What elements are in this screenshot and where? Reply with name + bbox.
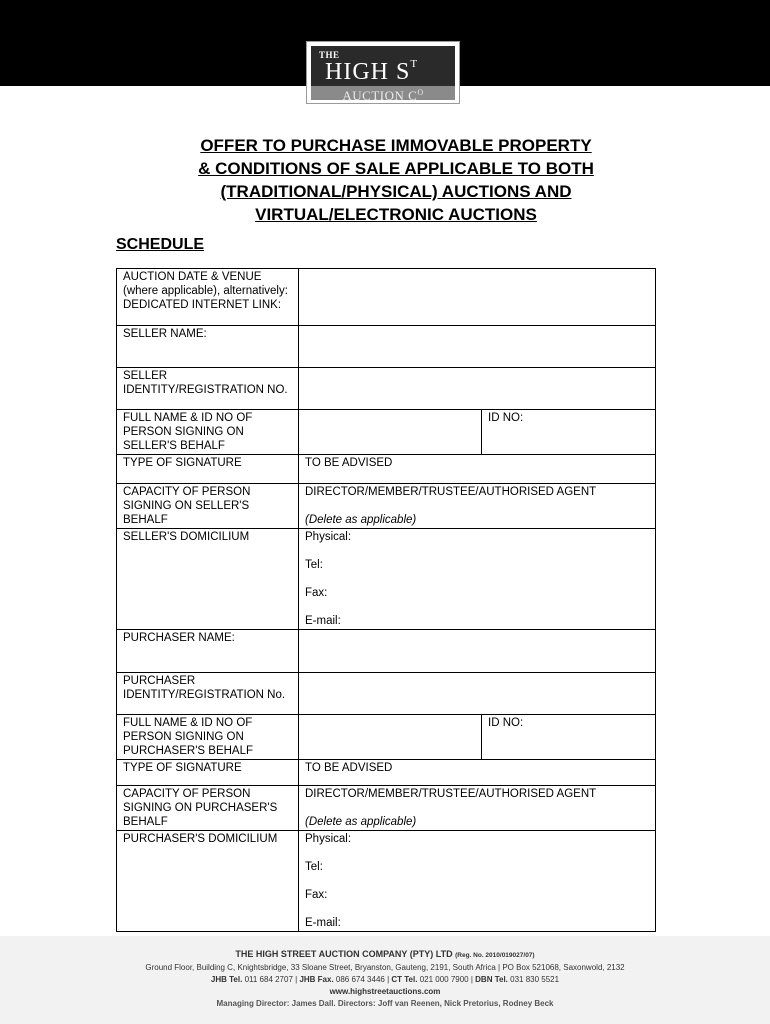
seller-id-field[interactable] xyxy=(299,368,656,410)
table-row xyxy=(117,410,656,455)
purchaser-name-field[interactable] xyxy=(299,630,656,673)
purchaser-signer-name-field[interactable] xyxy=(299,715,482,760)
footer-phones: JHB Tel. 011 684 2707 | JHB Fax. 086 674 3446 | CT Tel. 021 000 7900 | DBN Tel. 031 830 5521 xyxy=(210,975,560,984)
table-row xyxy=(117,326,656,368)
seller-domicilium-field[interactable]: Physical: Tel: Fax: E-mail: xyxy=(299,529,656,630)
seller-name-label: SELLER NAME: xyxy=(117,326,299,368)
table-row xyxy=(117,455,656,484)
purchaser-name-label: PURCHASER NAME: xyxy=(117,630,299,673)
purchaser-id-field[interactable] xyxy=(299,673,656,715)
seller-signer-id-field[interactable] xyxy=(482,410,656,455)
seller-capacity-label: CAPACITY OF PERSON SIGNING ON SELLER'S BEHALF xyxy=(117,484,299,529)
purchaser-signer-label: FULL NAME & ID NO OF PERSON SIGNING ON PURCHASER'S BEHALF xyxy=(117,715,299,760)
purchaser-capacity-label: CAPACITY OF PERSON SIGNING ON PURCHASER'S BEHALF xyxy=(117,786,299,831)
id-no-label: ID NO: xyxy=(488,412,524,424)
seller-capacity-value: DIRECTOR/MEMBER/TRUSTEE/AUTHORISED AGENT (Delete as applicable) xyxy=(299,484,656,529)
table-row xyxy=(117,529,656,630)
seller-domicilium-label: SELLER'S DOMICILIUM xyxy=(117,529,299,630)
seller-signer-label: FULL NAME & ID NO OF PERSON SIGNING ON SELLER'S BEHALF xyxy=(117,410,299,455)
logo-main: HIGH $S^T$ xyxy=(325,58,419,85)
company-logo xyxy=(306,41,460,104)
table-row xyxy=(117,760,656,786)
table-row xyxy=(117,786,656,831)
purchaser-capacity-value: DIRECTOR/MEMBER/TRUSTEE/AUTHORISED AGENT (Delete as applicable) xyxy=(299,786,656,831)
table-row xyxy=(117,269,656,326)
delete-note: (Delete as applicable) xyxy=(305,816,417,828)
seller-signature-type-label: TYPE OF SIGNATURE xyxy=(117,455,299,484)
footer-company: THE HIGH STREET AUCTION COMPANY (PTY) LTD (Reg. No. 2010/019027/07) xyxy=(235,949,535,959)
table-row xyxy=(117,673,656,715)
seller-name-field[interactable] xyxy=(299,326,656,368)
purchaser-id-label: PURCHASER IDENTITY/REGISTRATION No. xyxy=(117,673,299,715)
schedule-table xyxy=(116,268,656,932)
seller-id-label: SELLER IDENTITY/REGISTRATION NO. xyxy=(117,368,299,410)
document-title: OFFER TO PURCHASE IMMOVABLE PROPERTY & CONDITIONS OF SALE APPLICABLE TO BOTH (TRADITIONAL/PHYSICAL) AUCTIONS AND VIRTUAL/ELECTRONIC AUCTIONS xyxy=(198,136,594,224)
table-row xyxy=(117,831,656,932)
footer-directors: Managing Director: James Dall. Directors: Joff van Reenen, Nick Pretorius, Rodney Beck xyxy=(216,999,554,1008)
table-row xyxy=(117,630,656,673)
purchaser-domicilium-label: PURCHASER'S DOMICILIUM xyxy=(117,831,299,932)
footer-website[interactable]: www.highstreetauctions.com xyxy=(329,987,441,996)
purchaser-signature-type-label: TYPE OF SIGNATURE xyxy=(117,760,299,786)
purchaser-signer-id-field[interactable] xyxy=(482,715,656,760)
footer-address: Ground Floor, Building C, Knightsbridge, 33 Sloane Street, Bryanston, Gauteng, 2191, South Africa | PO Box 521068, Saxonwold, 2132 xyxy=(145,963,625,972)
seller-signature-type-value: TO BE ADVISED xyxy=(299,455,656,484)
auction-date-label: AUCTION DATE & VENUE (where applicable), alternatively: DEDICATED INTERNET LINK: xyxy=(117,269,299,326)
logo-the: THE xyxy=(319,50,340,60)
logo-sub: AUCTION $C^O$ xyxy=(311,86,455,100)
page-footer xyxy=(0,936,770,1024)
schedule-heading: SCHEDULE xyxy=(116,236,205,253)
id-no-label: ID NO: xyxy=(488,717,524,729)
table-row xyxy=(117,368,656,410)
table-row xyxy=(117,715,656,760)
seller-signer-name-field[interactable] xyxy=(299,410,482,455)
delete-note: (Delete as applicable) xyxy=(305,514,417,526)
purchaser-signature-type-value: TO BE ADVISED xyxy=(299,760,656,786)
auction-date-field[interactable] xyxy=(299,269,656,326)
table-row xyxy=(117,484,656,529)
purchaser-domicilium-field[interactable]: Physical: Tel: Fax: E-mail: xyxy=(299,831,656,932)
